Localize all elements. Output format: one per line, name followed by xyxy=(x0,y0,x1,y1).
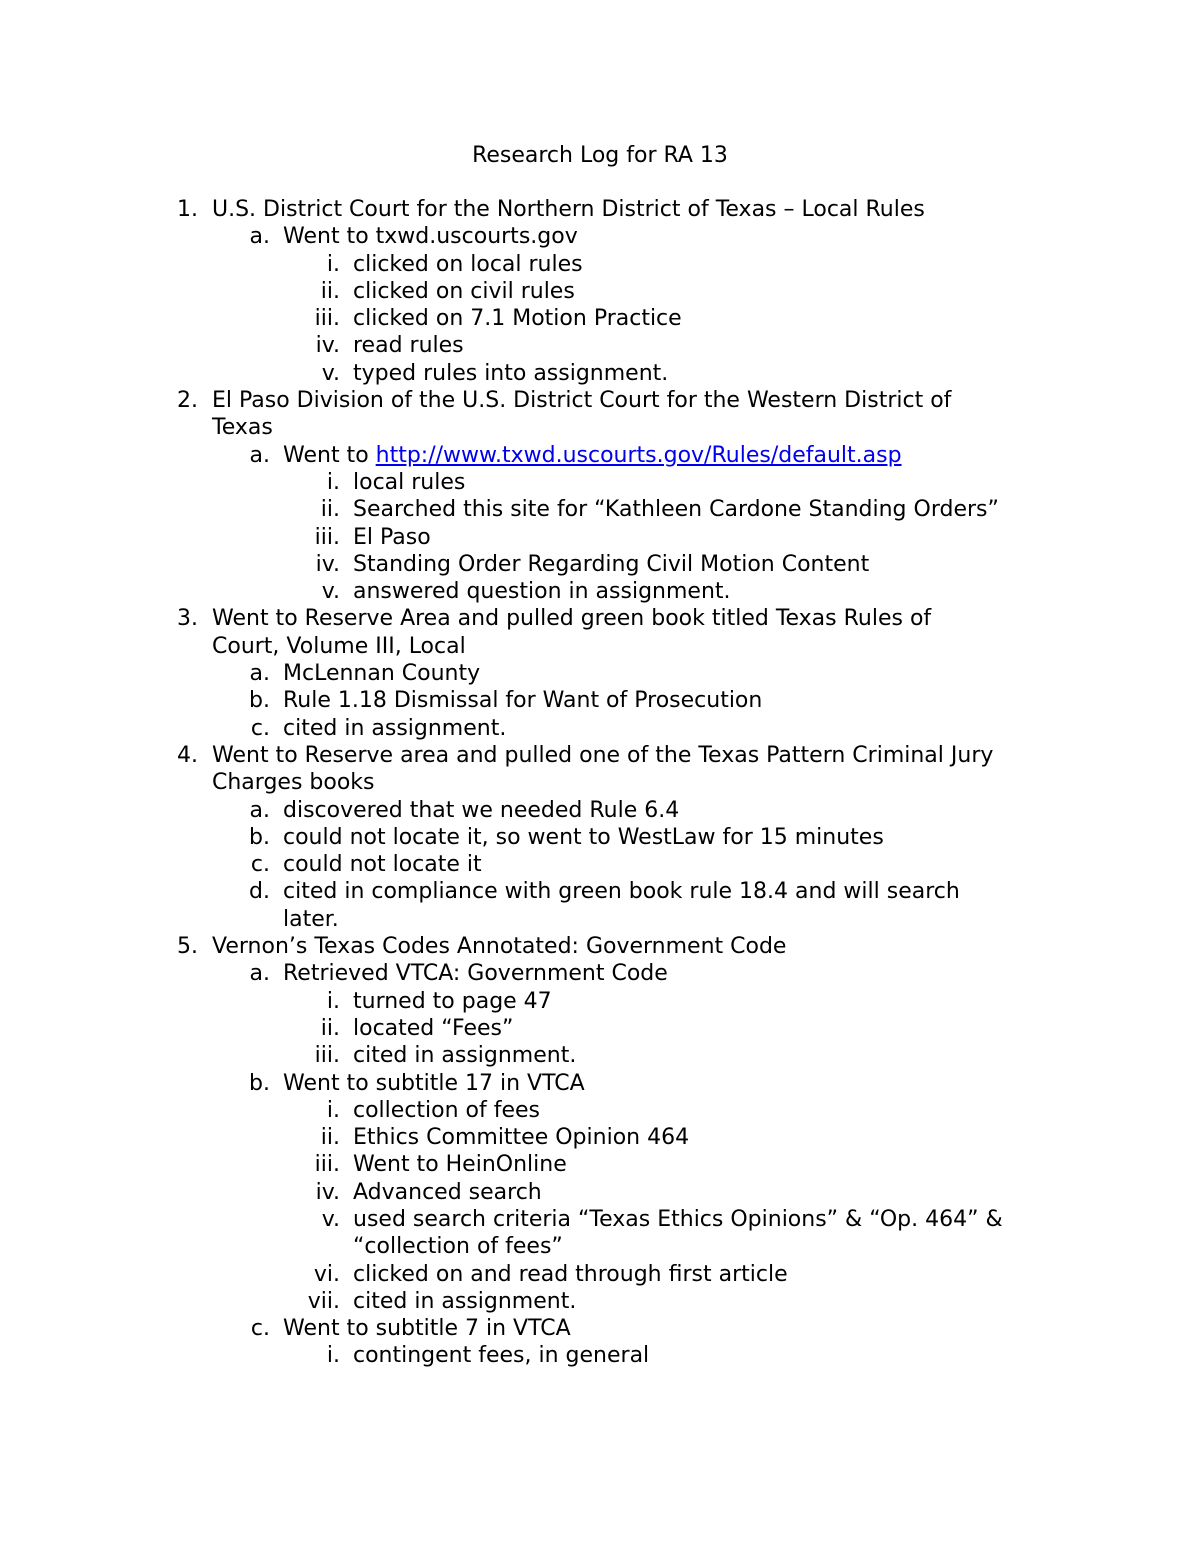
sub-list-item xyxy=(0,988,1200,1015)
list-marker: a. xyxy=(249,797,270,823)
list-marker: 3. xyxy=(177,606,198,632)
list-item xyxy=(0,660,1200,687)
list-marker: ii. xyxy=(320,278,340,304)
section-heading xyxy=(0,387,1200,414)
list-item-text xyxy=(283,442,902,469)
list-item-text: cited in assignment. xyxy=(353,1288,577,1314)
list-marker: iv. xyxy=(315,1179,340,1205)
list-marker: iii. xyxy=(314,306,340,332)
list-item-text: Ethics Committee Opinion 464 xyxy=(353,1125,690,1151)
sub-list-item xyxy=(0,1261,1200,1288)
sub-list-item xyxy=(0,1288,1200,1315)
list-marker: iii. xyxy=(314,524,340,550)
list-marker: vi. xyxy=(313,1261,340,1287)
list-item-text: Standing Order Regarding Civil Motion Content xyxy=(353,551,870,577)
list-item-text: typed rules into assignment. xyxy=(353,360,669,386)
list-marker: b. xyxy=(249,688,270,714)
list-item-text: contingent fees, in general xyxy=(353,1343,650,1369)
section-heading xyxy=(0,605,1200,632)
section-heading xyxy=(0,414,1200,441)
list-item-text: read rules xyxy=(353,333,464,359)
list-item-text: cited in compliance with green book rule 18.4 and will search xyxy=(283,879,960,905)
list-marker: a. xyxy=(249,442,270,468)
list-item-text: answered question in assignment. xyxy=(353,579,731,605)
list-item-text: Court, Volume III, Local xyxy=(212,633,466,659)
list-marker: iii. xyxy=(314,1043,340,1069)
list-item-text: clicked on local rules xyxy=(353,251,583,277)
list-item-text: used search criteria “Texas Ethics Opinions” & “Op. 464” & xyxy=(353,1206,1003,1232)
section-heading xyxy=(0,196,1200,223)
list-marker: i. xyxy=(326,988,340,1014)
list-item xyxy=(0,223,1200,250)
sub-list-item xyxy=(0,469,1200,496)
list-marker: ii. xyxy=(320,1015,340,1041)
list-item-text: collection of fees xyxy=(353,1097,541,1123)
sub-list-item-continuation xyxy=(0,1233,1200,1260)
list-marker: c. xyxy=(250,852,270,878)
list-marker: ii. xyxy=(320,497,340,523)
list-item xyxy=(0,687,1200,714)
list-marker: a. xyxy=(249,961,270,987)
list-marker: i. xyxy=(326,469,340,495)
list-item-text: McLennan County xyxy=(283,661,481,687)
list-marker: c. xyxy=(250,1316,270,1342)
list-marker: iv. xyxy=(315,551,340,577)
list-marker: b. xyxy=(249,1070,270,1096)
list-item-text: discovered that we needed Rule 6.4 xyxy=(283,797,680,823)
section-heading xyxy=(0,769,1200,796)
list-item-text: Went to HeinOnline xyxy=(353,1152,567,1178)
list-item-text: Retrieved VTCA: Government Code xyxy=(283,961,668,987)
list-item-text: Searched this site for “Kathleen Cardone Standing Orders” xyxy=(353,497,999,523)
list-marker: v. xyxy=(321,1206,340,1232)
sub-list-item xyxy=(0,496,1200,523)
list-item-text: Went to txwd.uscourts.gov xyxy=(283,224,578,250)
list-item-text: turned to page 47 xyxy=(353,988,552,1014)
sub-list-item xyxy=(0,524,1200,551)
list-item-text: Went to Reserve Area and pulled green book titled Texas Rules of xyxy=(212,606,932,632)
list-item-text: Rule 1.18 Dismissal for Want of Prosecution xyxy=(283,688,763,714)
list-marker: 2. xyxy=(177,388,198,414)
list-item-text: Went to subtitle 7 in VTCA xyxy=(283,1316,571,1342)
list-item xyxy=(0,797,1200,824)
list-marker: 1. xyxy=(177,197,198,222)
list-item-text: Texas xyxy=(212,415,273,441)
list-item xyxy=(0,1070,1200,1097)
list-item-text: Advanced search xyxy=(353,1179,542,1205)
list-marker: v. xyxy=(321,360,340,386)
list-item-text: El Paso xyxy=(353,524,431,550)
sub-list-item xyxy=(0,1206,1200,1233)
list-item-text: cited in assignment. xyxy=(283,715,507,741)
list-marker: c. xyxy=(250,715,270,741)
list-marker: iii. xyxy=(314,1152,340,1178)
list-marker: i. xyxy=(326,251,340,277)
sub-list-item xyxy=(0,1124,1200,1151)
list-item xyxy=(0,824,1200,851)
list-item-text: clicked on 7.1 Motion Practice xyxy=(353,306,682,332)
list-marker: v. xyxy=(321,579,340,605)
list-item-text: local rules xyxy=(353,469,466,495)
section-heading xyxy=(0,742,1200,769)
link-prefix: Went to xyxy=(283,442,376,468)
list-marker: i. xyxy=(326,1343,340,1369)
list-item xyxy=(0,960,1200,987)
list-item-text: El Paso Division of the U.S. District Court for the Western District of xyxy=(212,388,952,414)
list-marker: vii. xyxy=(307,1288,340,1314)
list-item xyxy=(0,715,1200,742)
list-item xyxy=(0,851,1200,878)
rules-url-link[interactable]: http://www.txwd.uscourts.gov/Rules/default.asp xyxy=(375,442,902,468)
list-item-text: later. xyxy=(283,906,339,932)
list-item xyxy=(0,906,1200,933)
list-item-text: could not locate it xyxy=(283,852,482,878)
list-item xyxy=(0,1315,1200,1342)
list-item-text: Went to subtitle 17 in VTCA xyxy=(283,1070,585,1096)
sub-list-item xyxy=(0,1151,1200,1178)
list-marker: 4. xyxy=(177,742,198,768)
sub-list-item xyxy=(0,1015,1200,1042)
list-item-text: located “Fees” xyxy=(353,1015,514,1041)
list-item xyxy=(0,878,1200,905)
list-item xyxy=(0,442,1200,469)
list-marker: iv. xyxy=(315,333,340,359)
sub-list-item xyxy=(0,332,1200,359)
list-item-text: Charges books xyxy=(212,770,375,796)
sub-list-item xyxy=(0,1179,1200,1206)
sub-list-item xyxy=(0,360,1200,387)
list-item-text: clicked on and read through first article xyxy=(353,1261,788,1287)
list-item-text: Went to Reserve area and pulled one of the Texas Pattern Criminal Jury xyxy=(212,742,994,768)
list-item-text: could not locate it, so went to WestLaw for 15 minutes xyxy=(283,824,884,850)
list-marker: b. xyxy=(249,824,270,850)
list-item-text: clicked on civil rules xyxy=(353,278,575,304)
list-item-text: cited in assignment. xyxy=(353,1043,577,1069)
section-heading xyxy=(0,633,1200,660)
sub-list-item xyxy=(0,578,1200,605)
sub-list-item xyxy=(0,551,1200,578)
sub-list-item xyxy=(0,305,1200,332)
list-item-text: “collection of fees” xyxy=(353,1234,563,1260)
section-heading xyxy=(0,933,1200,960)
page-title: Research Log for RA 13 xyxy=(472,143,728,168)
sub-list-item xyxy=(0,1097,1200,1124)
list-marker: a. xyxy=(249,224,270,250)
sub-list-item xyxy=(0,278,1200,305)
list-marker: ii. xyxy=(320,1125,340,1151)
list-marker: 5. xyxy=(177,934,198,960)
research-log-list xyxy=(0,196,1200,1370)
sub-list-item xyxy=(0,1042,1200,1069)
list-marker: a. xyxy=(249,661,270,687)
list-marker: i. xyxy=(326,1097,340,1123)
list-marker: d. xyxy=(249,879,270,905)
sub-list-item xyxy=(0,1342,1200,1369)
sub-list-item xyxy=(0,251,1200,278)
list-item-text: Vernon’s Texas Codes Annotated: Government Code xyxy=(212,934,787,960)
list-item-text: U.S. District Court for the Northern District of Texas – Local Rules xyxy=(212,197,925,222)
